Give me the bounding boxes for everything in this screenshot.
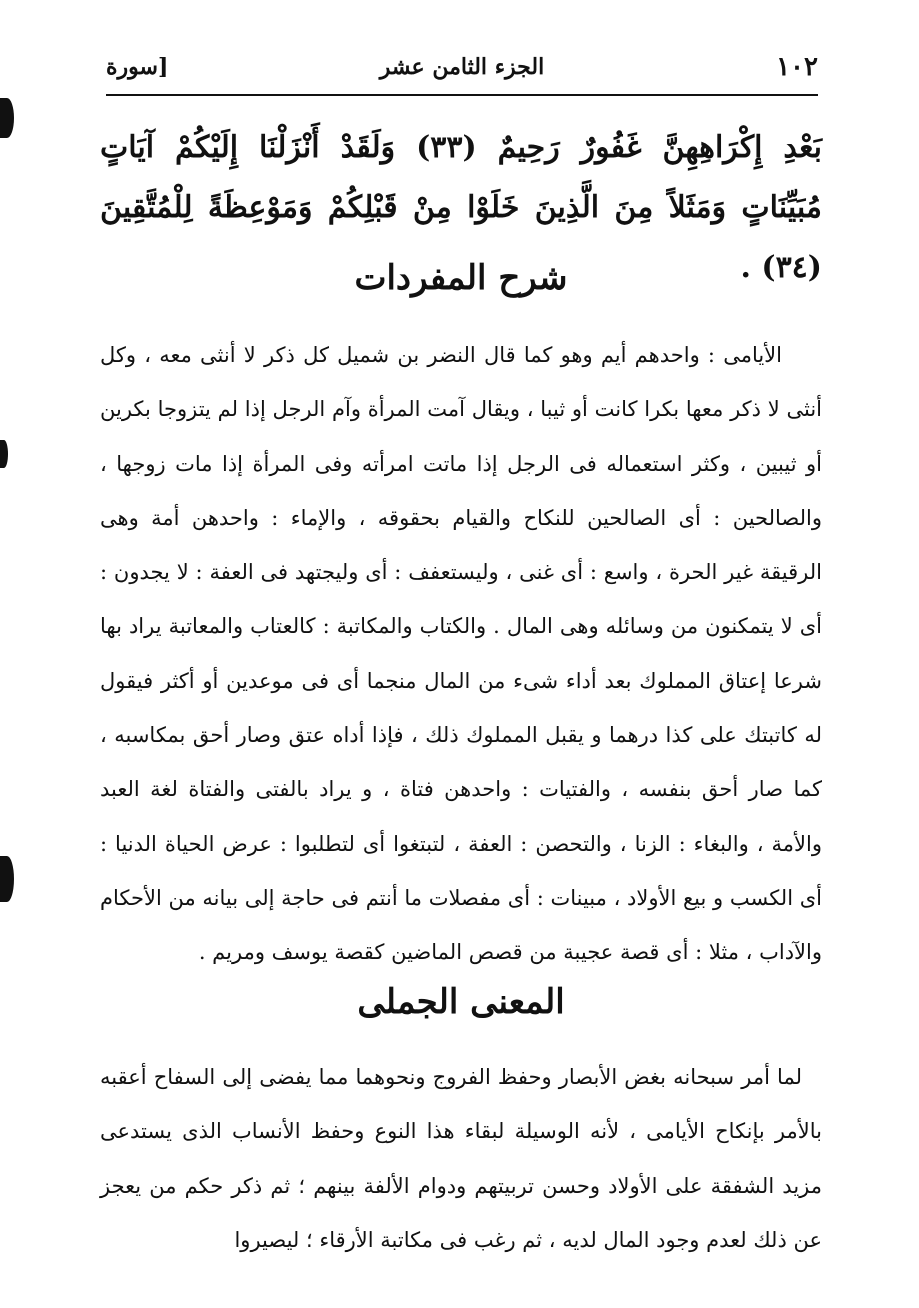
general-meaning-heading: المعنى الجملى [357,982,565,1022]
scan-margin-mark [0,856,14,902]
scan-margin-mark [0,98,14,138]
part-title: الجزء الثامن عشر [379,54,545,80]
vocabulary-explanation [100,328,822,980]
scan-margin-mark [0,440,8,468]
vocabulary-heading: شرح المفردات [354,258,568,298]
surah-label: [سورة [106,54,169,80]
general-meaning-paragraph: لما أمر سبحانه بغض الأبصار وحفظ الفروج ونحوهما مما يفضى إلى السفاح أعقبه بالأمر بإنكاح الأيامى ، لأنه الوسيلة لبقاء هذا النوع وحفظ الأنساب الذى يستدعى مزيد الشفقة على الأولاد وحسن تربيتهم ودوام الألفة بينهم ؛ ثم ذكر حكم من يعجز عن ذلك لعدم وجود المال لديه ، ثم رغب فى مكاتبة الأرقاء ؛ ليصيروا [100,1065,822,1252]
page-number: ١٠٢ [776,52,818,82]
vocabulary-paragraph: الأيامى : واحدهم أيم وهو كما قال النضر بن شميل كل ذكر لا أنثى معه ، وكل أنثى لا ذكر معها بكرا كانت أو ثيبا ، ويقال آمت المرأة وآم الرجل إذا لم يتزوجا بكرين أو ثيبين ، وكثر استعماله فى الرجل إذا ماتت امرأته وفى المرأة إذا مات زوجها ، والصالحين : أى الصالحين للنكاح والقيام بحقوقه ، والإماء : واحدهن أمة وهى الرقيقة غير الحرة ، واسع : أى غنى ، وليستعفف : أى وليجتهد فى العفة : لا يجدون : أى لا يتمكنون من وسائله وهى المال . والكتاب والمكاتبة : كالعتاب والمعاتبة يراد بها شرعا إعتاق المملوك بعد أداء شىء من المال منجما أى فى موعدين أو أكثر فيقول له كاتبتك على كذا درهما و يقبل المملوك ذلك ، فإذا أداه عتق وصار أحق بمكاسبه ، كما صار أحق بنفسه ، والفتيات : واحدهن فتاة ، و يراد بالفتى والفتاة لغة العبد والأمة ، والبغاء : الزنا ، والتحصن : العفة ، لتبتغوا أى لتطلبوا : عرض الحياة الدنيا : أى الكسب و بيع الأولاد ، مبينات : أى مفصلات ما أنتم فى حاجة إلى بيانه من الأحكام والآداب ، مثلا : أى قصة عجيبة من قصص الماضين كقصة يوسف ومريم . [100,343,822,965]
page-header [106,48,818,92]
header-divider [106,94,818,96]
quran-verse-text: بَعْدِ إِكْرَاهِهِنَّ غَفُورٌ رَحِيمٌ (٣٣) وَلَقَدْ أَنْزَلْنَا إِلَيْكُمْ آيَاتٍ مُبَيِّنَاتٍ وَمَثَلاً مِنَ الَّذِينَ خَلَوْا مِنْ قَبْلِكُمْ وَمَوْعِظَةً لِلْمُتَّقِينَ (٣٤) . [100,130,822,285]
